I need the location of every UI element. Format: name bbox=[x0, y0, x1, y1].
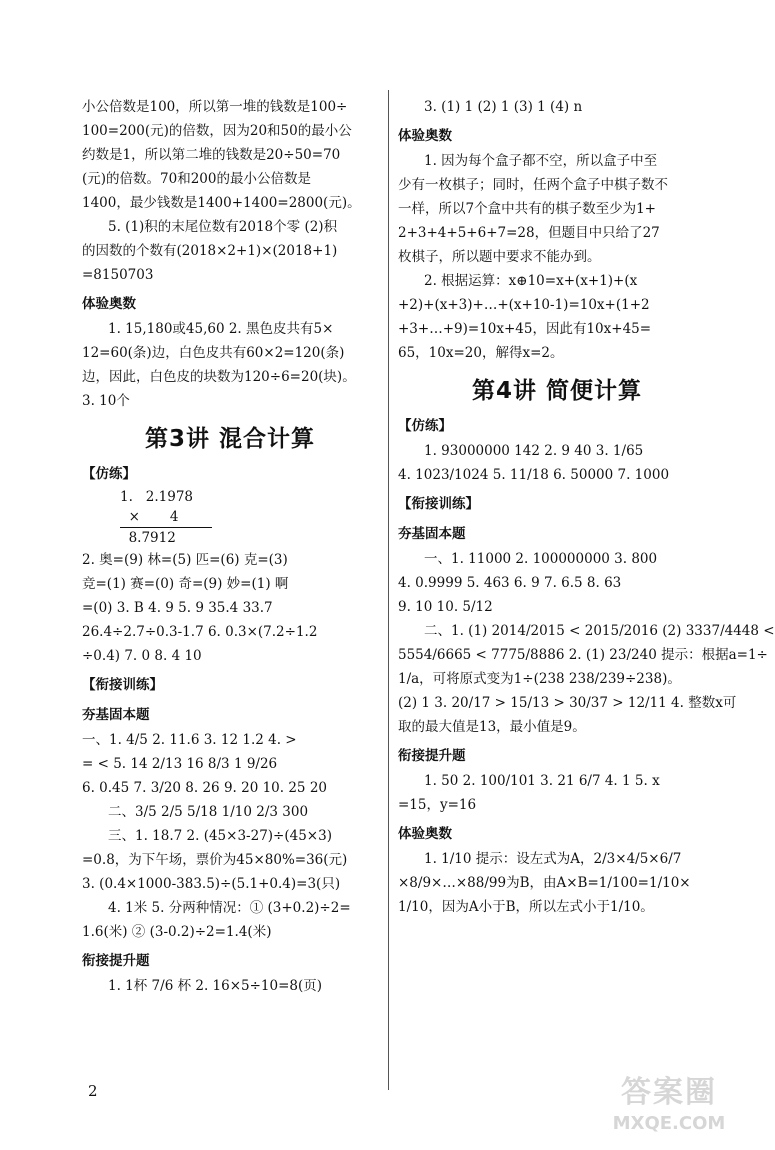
text-line: 4. 1023/1024 5. 11/18 6. 50000 7. 1000 bbox=[398, 467, 670, 483]
text-line: 12=60(条)边，白色皮共有60×2=120(条) bbox=[82, 345, 345, 361]
text-line: 2. 根据运算：x⊕10=x+(x+1)+(x bbox=[424, 273, 638, 289]
right-block-2 bbox=[398, 149, 716, 269]
text-line: 二、3/5 2/5 5/18 1/10 2/3 300 bbox=[108, 804, 309, 820]
watermark-text: 答案圈 bbox=[621, 1075, 717, 1110]
text-line: ÷0.4) 7. 0 8. 4 10 bbox=[82, 648, 202, 664]
text-line: 取的最大值是13，最小值是9。 bbox=[398, 719, 586, 735]
text-line: =8150703 bbox=[82, 267, 154, 283]
text-line: 5. (1)积的末尾位数有2018个零 (2)积 bbox=[108, 219, 338, 235]
left-block-2 bbox=[82, 215, 378, 287]
mult-row-3: 8.7912 bbox=[120, 530, 176, 546]
text-line: 26.4÷2.7÷0.3-1.7 6. 0.3×(7.2÷1.2 bbox=[82, 624, 318, 640]
text-line: 65，10x=20，解得x=2。 bbox=[398, 345, 564, 361]
watermark-url: MXQE.COM bbox=[612, 1113, 726, 1134]
text-line: 100=200(元)的倍数，因为20和50的最小公 bbox=[82, 123, 352, 139]
text-line: +2)+(x+3)+…+(x+10-1)=10x+(1+2 bbox=[398, 297, 650, 313]
text-line: 1/10，因为A小于B，所以左式小于1/10。 bbox=[398, 899, 654, 915]
right-block-7 bbox=[398, 847, 716, 919]
heading-fanglian: 【仿练】 bbox=[82, 466, 136, 482]
left-block-5 bbox=[82, 728, 378, 944]
heading-xianjie-tisheng: 衔接提升题 bbox=[82, 953, 150, 969]
text-line: =15，y=16 bbox=[398, 797, 477, 813]
text-line: 小公倍数是100，所以第一堆的钱数是100÷ bbox=[82, 99, 348, 115]
heading-tiyan-aoshu-2: 体验奥数 bbox=[398, 826, 452, 842]
text-line: 少有一枚棋子；同时，任两个盒子中棋子数不 bbox=[398, 177, 668, 193]
left-column bbox=[82, 95, 378, 998]
text-line: 一、1. 4/5 2. 11.6 3. 12 1.2 4. > bbox=[82, 732, 297, 748]
heading-tiyan-aoshu: 体验奥数 bbox=[82, 296, 136, 312]
text-line: 1/a，可将原式变为1÷(238 238/239÷238)。 bbox=[398, 671, 681, 687]
multiplication-layout bbox=[82, 487, 378, 548]
text-line: 3. 10个 bbox=[82, 393, 130, 409]
text-line: = < 5. 14 2/13 16 8/3 1 9/26 bbox=[82, 756, 278, 772]
text-line: 约数是1，所以第二堆的钱数是20÷50=70 bbox=[82, 147, 341, 163]
mult-row-1: 1. 2.1978 bbox=[120, 489, 193, 505]
text-line: 枚棋子，所以题中要求不能办到。 bbox=[398, 249, 601, 265]
text-line: 1. 因为每个盒子都不空，所以盒子中至 bbox=[424, 153, 658, 169]
text-line: (元)的倍数。70和200的最小公倍数是 bbox=[82, 171, 311, 187]
text-line: 1. 1/10 提示：设左式为A，2/3×4/5×6/7 bbox=[424, 851, 682, 867]
text-line: ×8/9×…×88/99为B，由A×B=1/100=1/10× bbox=[398, 875, 691, 891]
watermark-logo bbox=[594, 1074, 744, 1144]
text-line: 5554/6665 < 7775/8886 2. (1) 23/240 提示：根据a=1÷ bbox=[398, 647, 768, 663]
text-line: 1.6(米) ② (3-0.2)÷2=1.4(米) bbox=[82, 924, 272, 940]
heading-xianjie-tisheng: 衔接提升题 bbox=[398, 748, 466, 764]
page-number: 2 bbox=[88, 1082, 98, 1100]
text-line: 边，因此，白色皮的块数为120÷6=20(块)。 bbox=[82, 369, 356, 385]
left-block-1 bbox=[82, 95, 378, 215]
text-line: 一、1. 11000 2. 100000000 3. 800 bbox=[424, 551, 658, 567]
text-line: 1. 93000000 142 2. 9 40 3. 1/65 bbox=[424, 443, 644, 459]
text-line: 9. 10 10. 5/12 bbox=[398, 599, 493, 615]
text-line: 1. 50 2. 100/101 3. 21 6/7 4. 1 5. x bbox=[424, 773, 660, 789]
text-line: 2. 奥=(9) 林=(5) 匹=(6) 克=(3) bbox=[82, 552, 288, 568]
text-line: 1. 15,180或45,60 2. 黑色皮共有5× bbox=[108, 321, 334, 337]
heading-fanglian: 【仿练】 bbox=[398, 418, 452, 434]
right-block-1 bbox=[398, 95, 716, 119]
text-line: 三、1. 18.7 2. (45×3-27)÷(45×3) bbox=[108, 828, 332, 844]
heading-xianjie-xunlian: 【衔接训练】 bbox=[82, 677, 163, 693]
lesson-3-title: 第3讲 混合计算 bbox=[144, 426, 315, 452]
text-line: =0.8，为下午场，票价为45×80%=36(元) bbox=[82, 852, 348, 868]
text-line: 3. (1) 1 (2) 1 (3) 1 (4) n bbox=[424, 99, 583, 115]
text-line: 1400，最少钱数是1400+1400=2800(元)。 bbox=[82, 195, 361, 211]
right-block-6 bbox=[398, 769, 716, 817]
text-line: 3. (0.4×1000-383.5)÷(5.1+0.4)=3(只) bbox=[82, 876, 341, 892]
right-block-5 bbox=[398, 547, 775, 739]
text-line: 1. 1杯 7/6 杯 2. 16×5÷10=8(页) bbox=[108, 978, 323, 994]
right-block-4 bbox=[398, 439, 716, 487]
text-line: 一样，所以7个盒中共有的棋子数至少为1+ bbox=[398, 201, 656, 217]
text-line: +3+…+9)=10x+45，因此有10x+45= bbox=[398, 321, 652, 337]
heading-xianjie-xunlian: 【衔接训练】 bbox=[398, 496, 479, 512]
left-block-6 bbox=[82, 974, 378, 998]
text-line: 4. 0.9999 5. 463 6. 9 7. 6.5 8. 63 bbox=[398, 575, 622, 591]
right-column bbox=[398, 95, 775, 919]
left-block-3 bbox=[82, 317, 378, 413]
text-line: =(0) 3. B 4. 9 5. 9 35.4 33.7 bbox=[82, 600, 273, 616]
text-line: 2+3+4+5+6+7=28，但题目中只给了27 bbox=[398, 225, 660, 241]
lesson-4-title: 第4讲 简便计算 bbox=[471, 378, 642, 404]
heading-kuaji-guben: 夯基固本题 bbox=[398, 526, 466, 542]
right-block-3 bbox=[398, 269, 716, 365]
column-divider bbox=[388, 90, 389, 1090]
heading-kuaji-guben: 夯基固本题 bbox=[82, 707, 150, 723]
text-line: 6. 0.45 7. 3/20 8. 26 9. 20 10. 25 20 bbox=[82, 780, 327, 796]
text-line: (2) 1 3. 20/17 > 15/13 > 30/37 > 12/11 4. 整数x可 bbox=[398, 695, 737, 711]
text-line: 的因数的个数有(2018×2+1)×(2018+1) bbox=[82, 243, 338, 259]
text-line: 4. 1米 5. 分两种情况：① (3+0.2)÷2= bbox=[108, 900, 351, 916]
mult-row-2: × 4 bbox=[120, 507, 212, 528]
text-line: 竞=(1) 赛=(0) 奇=(9) 妙=(1) 啊 bbox=[82, 576, 289, 592]
left-block-4 bbox=[82, 548, 378, 668]
heading-tiyan-aoshu: 体验奥数 bbox=[398, 128, 452, 144]
text-line: 二、1. (1) 2014/2015 < 2015/2016 (2) 3337/4448 < bbox=[424, 623, 775, 639]
